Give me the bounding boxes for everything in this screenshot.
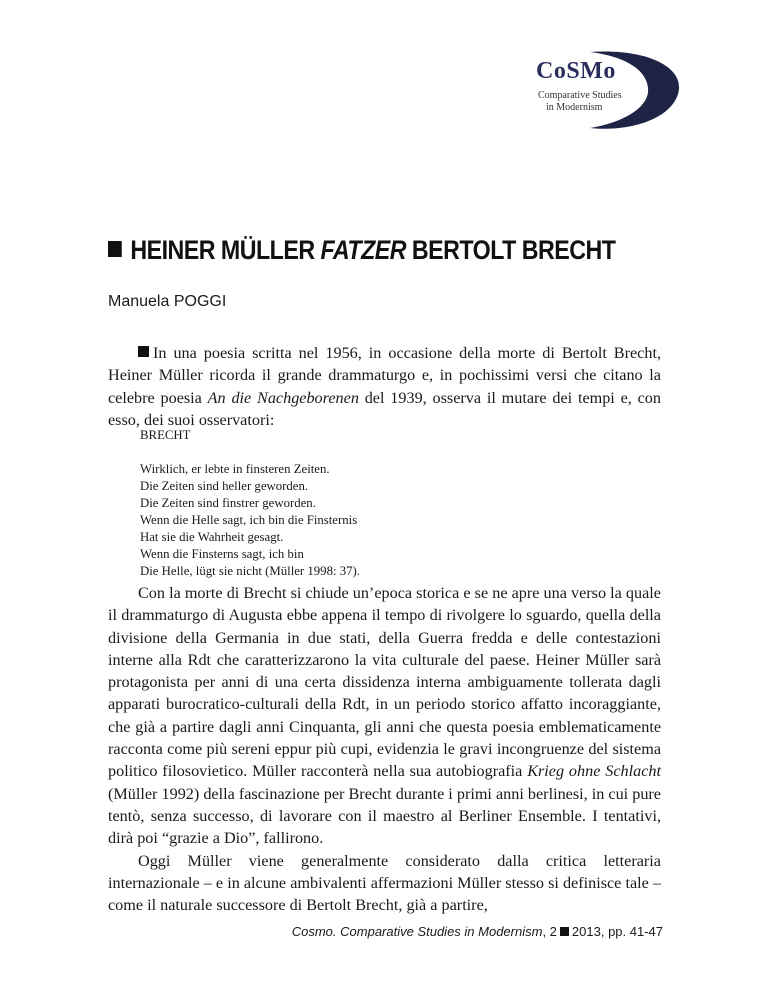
logo-subtitle-line-2: in Modernism <box>546 102 603 113</box>
title-part-work: FATZER <box>320 235 406 265</box>
footer-square-bullet-icon <box>560 927 569 936</box>
poem-line: Die Helle, lügt sie nicht (Müller 1998: 37). <box>140 564 360 578</box>
footer-pages: 2013, pp. 41-47 <box>571 924 663 939</box>
poem-quote <box>140 427 360 580</box>
logo-subtitle-line-1: Comparative Studies <box>538 90 622 101</box>
title-part-subject: BERTOLT BRECHT <box>411 235 616 265</box>
intro-text-a: In una poesia scritta nel 1956, in occasione della morte di Bertolt Brecht, Heiner Müller ricorda il grande drammaturgo e, in pochissimi versi che citano la celebre poesia <box>108 344 661 407</box>
poem-line: Hat sie die Wahrheit gesagt. <box>140 530 284 544</box>
page-footer <box>253 924 663 939</box>
intro-paragraph-block <box>108 342 661 431</box>
article-title <box>108 235 615 266</box>
journal-logo <box>498 50 680 130</box>
poem-line: Wenn die Helle sagt, ich bin die Finsternis <box>140 513 358 527</box>
paragraph-square-bullet-icon <box>138 346 149 357</box>
body-text-1a: Con la morte di Brecht si chiude un’epoca storica e se ne apre una verso la quale il drammaturgo di Augusta ebbe appena il tempo di rivolgere lo sguardo, quella della divisione della Germania in due stati, della Guerra fredda e delle contestazioni interne alla Rdt che caratterizzarono la vita culturale del paese. Heiner Müller sarà protagonista per anni di una certa dissidenza interna ambiguamente tollerata dagli apparati burocratico-culturali della Rdt, in un periodo storico affatto incoraggiante, che già a partire dagli anni Cinquanta, gli anni che questa poesia emblematicamente racconta come più sereni eppur più cupi, evidenzia le gravi incongruenze del sistema politico filosovietico. Müller racconterà nella sua autobiografia <box>108 584 661 781</box>
poem-line: Wirklich, er lebte in finsteren Zeiten. <box>140 462 330 476</box>
footer-issue: , 2 <box>542 924 557 939</box>
poem-line: Die Zeiten sind finstrer geworden. <box>140 496 316 510</box>
body-paragraph-1 <box>108 582 661 850</box>
body-text-1b: (Müller 1992) della fascinazione per Brecht durante i primi anni berlinesi, in cui pure tentò, senza successo, di lavorare con il maestro al Berliner Ensemble. I tentativi, dirà poi “grazie a Dio”, fallirono. <box>108 784 661 848</box>
body-paragraph-2: Oggi Müller viene generalmente considerato dalla critica letteraria internazionale – e in alcune ambivalenti affermazioni Müller stesso si definisce tale – come il naturale successore di Bertolt Brecht, già a partire, <box>108 851 661 915</box>
logo-subtitle <box>538 90 622 114</box>
body-cited-title: Krieg ohne Schlacht <box>527 762 661 781</box>
main-text-block <box>108 582 661 916</box>
poem-line: Wenn die Finsterns sagt, ich bin <box>140 547 304 561</box>
intro-cited-title: An die Nachgeborenen <box>207 388 359 407</box>
footer-journal-name: Cosmo. Comparative Studies in Modernism <box>291 924 543 939</box>
article-author: Manuela POGGI <box>108 293 227 310</box>
intro-text-b: del 1939, osserva il mutare dei tempi e, con esso, dei suoi osservatori: <box>108 388 661 429</box>
logo-title: CoSMo <box>536 58 616 84</box>
intro-paragraph <box>108 342 661 431</box>
poem-title: BRECHT <box>140 428 191 442</box>
title-square-bullet-icon <box>108 241 122 257</box>
title-part-author: HEINER MÜLLER <box>130 235 315 265</box>
poem-line: Die Zeiten sind heller geworden. <box>140 479 309 493</box>
